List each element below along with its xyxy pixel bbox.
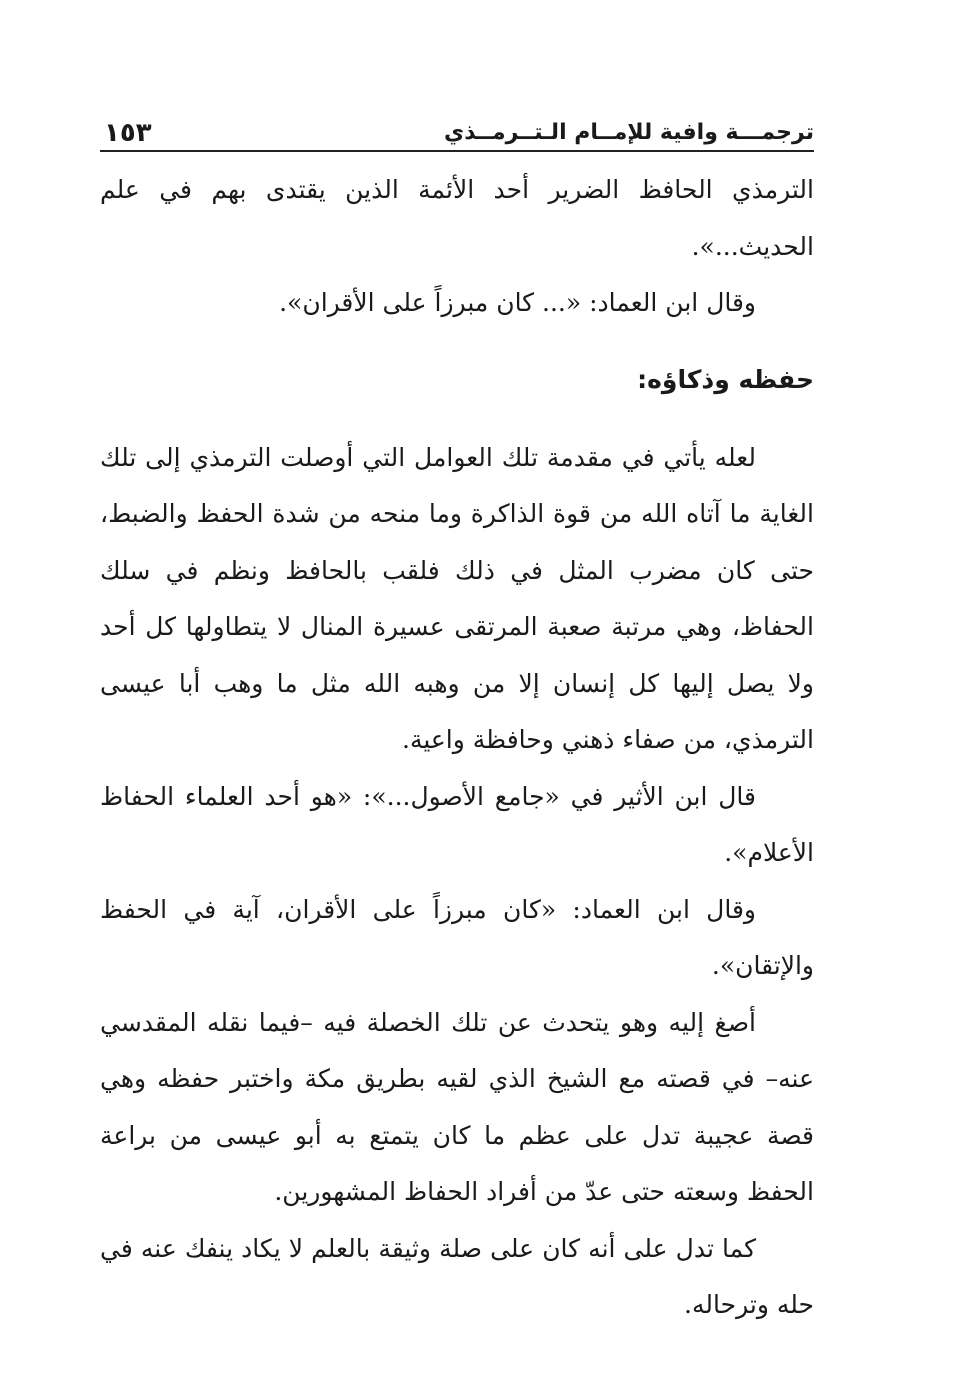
paragraph-closing: كما تدل على أنه كان على صلة وثيقة بالعلم لا يكاد ينفك عنه في حله وترحاله. [100, 1233, 814, 1319]
book-page [100, 108, 814, 1334]
paragraph-quote-ibn-al-imad: وقال ابن العماد: «... كان مبرزاً على الأقران». [279, 288, 756, 317]
paragraph-continuation: الترمذي الحافظ الضرير أحد الأئمة الذين يقتدى بهم في علم الحديث...». [100, 175, 814, 261]
paragraph-story: أصغ إليه وهو يتحدث عن تلك الخصلة فيه –فيما نقله المقدسي عنه– في قصته مع الشيخ الذي لقيه بطريق مكة واختبر حفظه وهي قصة عجيبة تدل على عظم ما كان يتمتع به أبو عيسى من براعة الحفظ وسعته حتى عدّ من أفراد الحفاظ المشهورين. [100, 1007, 814, 1206]
paragraph-ibn-al-imad: وقال ابن العماد: «كان مبرزاً على الأقران، آية في الحفظ والإتقان». [100, 894, 814, 980]
section-heading: حفظه وذكاؤه: [637, 364, 814, 394]
paragraph-memory-intro: لعله يأتي في مقدمة تلك العوامل التي أوصلت الترمذي إلى تلك الغاية ما آتاه الله من قوة الذاكرة وما منحه من شدة الحفظ والضبط، حتى كان مضرب المثل في ذلك فلقب بالحافظ ونظم في سلك الحفاظ، وهي مرتبة صعبة المرتقى عسيرة المنال لا يتطاولها كل أحد ولا يصل إليها كل إنسان إلا من وهبه الله مثل ما وهب أبا عيسى الترمذي، من صفاء ذهني وحافظة واعية. [100, 442, 814, 754]
paragraph-ibn-al-athir: قال ابن الأثير في «جامع الأصول...»: «هو أحد العلماء الحفاظ الأعلام». [100, 781, 814, 867]
running-title: ترجمـــة وافية للإمــام الـتــرمــذي [444, 120, 814, 145]
page-number: ١٥٣ [104, 118, 152, 148]
page-header [100, 108, 814, 152]
body-text [100, 162, 814, 1334]
